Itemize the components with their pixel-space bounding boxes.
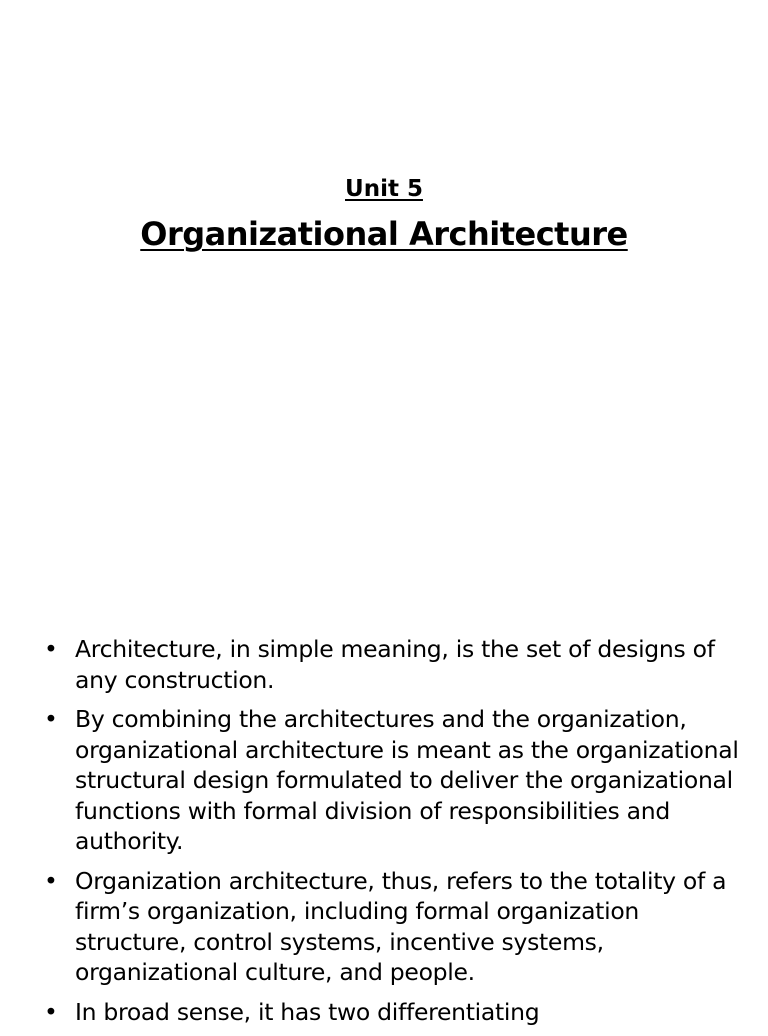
bullet-item (44, 866, 744, 988)
bullet-text: By combining the architectures and the organization, organizational architecture is meant as the organizational structural design formulated to deliver the organizational functions with formal division of responsibilities and authority. (75, 705, 739, 855)
bullet-icon: • (44, 866, 58, 895)
bullet-icon: • (44, 997, 58, 1026)
title-wrapper (0, 208, 768, 258)
page-title: Organizational Architecture (140, 215, 628, 253)
bullet-icon: • (44, 635, 58, 663)
bullet-item (44, 704, 744, 857)
unit-label-wrapper (0, 170, 768, 208)
bullet-list (44, 634, 744, 1036)
bullet-icon: • (44, 705, 58, 733)
bullet-text: In broad sense, it has two differentiating (75, 997, 540, 1026)
bullet-text: Organization architecture, thus, refers to the totality of a firm’s organization, including formal organization structure, control systems, incentive systems, organizational culture, and people. (75, 866, 727, 986)
slide-title-block (0, 170, 768, 258)
bullet-text: Architecture, in simple meaning, is the set of designs of any construction. (75, 635, 715, 694)
bullet-item (44, 997, 744, 1028)
unit-label: Unit 5 (345, 176, 423, 202)
bullet-item (44, 634, 744, 695)
